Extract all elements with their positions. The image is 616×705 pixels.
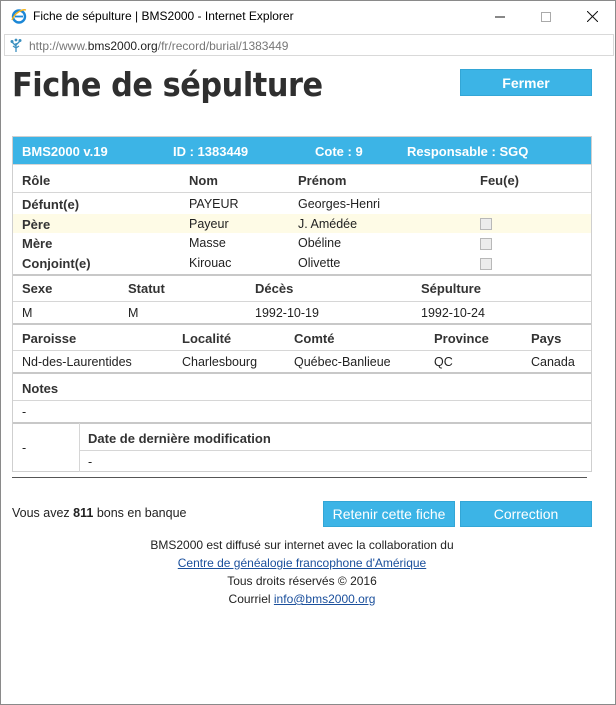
prenom-defunt: Georges-Henri: [298, 197, 380, 211]
sepulture-value: 1992-10-24: [421, 306, 485, 320]
retain-record-button[interactable]: Retenir cette fiche: [323, 501, 455, 527]
title-bar: [1, 1, 615, 32]
footer-contact: Courriel info@bms2000.org: [228, 592, 376, 606]
close-icon: [587, 11, 598, 22]
col-header-comte: Comté: [294, 331, 335, 346]
internet-explorer-icon: [11, 8, 27, 24]
site-icon: [8, 37, 24, 53]
col-header-localite: Localité: [182, 331, 232, 346]
address-url: http://www.bms2000.org/fr/record/burial/1383449: [29, 39, 289, 53]
footer-credit: BMS2000 est diffusé sur internet avec la collaboration du: [150, 538, 454, 552]
col-header-pays: Pays: [531, 331, 562, 346]
statut-value: M: [128, 306, 139, 320]
extra-value: -: [22, 441, 27, 455]
nom-conjoint: Kirouac: [189, 256, 232, 270]
col-header-paroisse: Paroisse: [22, 331, 77, 346]
comte-value: Québec-Banlieue: [294, 355, 391, 369]
footer-copyright: Tous droits réservés © 2016: [227, 574, 377, 588]
feu-checkbox-pere: [480, 218, 492, 230]
minimize-button[interactable]: [477, 1, 523, 32]
divider: [12, 477, 587, 478]
maximize-button[interactable]: [523, 1, 569, 32]
col-header-role: Rôle: [22, 173, 51, 188]
pays-value: Canada: [531, 355, 575, 369]
feu-checkbox-mere: [480, 238, 492, 250]
address-bar[interactable]: [4, 34, 614, 56]
paroisse-value: Nd-des-Laurentides: [22, 355, 132, 369]
partner-link[interactable]: Centre de généalogie francophone d'Amérique: [177, 556, 427, 570]
nom-pere: Payeur: [189, 217, 229, 231]
col-header-sepulture: Sépulture: [421, 281, 481, 296]
maximize-icon: [541, 12, 551, 22]
window-title: Fiche de sépulture | BMS2000 - Internet Explorer: [33, 9, 294, 23]
bons-count: 811: [73, 506, 94, 520]
role-mere: Mère: [22, 236, 53, 251]
col-header-nom: Nom: [189, 173, 218, 188]
record-cote: Cote : 9: [315, 144, 363, 159]
col-header-sexe: Sexe: [22, 281, 53, 296]
feu-checkbox-conjoint: [480, 258, 492, 270]
modif-label: Date de dernière modification: [88, 431, 271, 446]
record-card: [12, 136, 592, 472]
correction-button[interactable]: Correction: [460, 501, 592, 527]
col-header-deces: Décès: [255, 281, 294, 296]
localite-value: Charlesbourg: [182, 355, 258, 369]
role-defunt: Défunt(e): [22, 197, 80, 212]
prenom-conjoint: Olivette: [298, 256, 341, 270]
col-header-prenom: Prénom: [298, 173, 347, 188]
email-link[interactable]: info@bms2000.org: [273, 592, 376, 606]
notes-value: -: [22, 405, 27, 419]
record-header: [13, 137, 591, 164]
role-conjoint: Conjoint(e): [22, 256, 91, 271]
col-header-statut: Statut: [128, 281, 165, 296]
province-value: QC: [434, 355, 453, 369]
nom-mere: Masse: [189, 236, 226, 250]
account-bons: Vous avez 811 bons en banque: [12, 506, 187, 520]
col-header-feu: Feu(e): [480, 173, 519, 188]
page-title: Fiche de sépulture: [12, 65, 323, 104]
record-id: ID : 1383449: [173, 144, 249, 159]
close-window-button[interactable]: [569, 1, 615, 32]
col-header-province: Province: [434, 331, 489, 346]
notes-label: Notes: [22, 381, 59, 396]
sexe-value: M: [22, 306, 33, 320]
role-pere: Père: [22, 217, 51, 232]
prenom-pere: J. Amédée: [298, 217, 358, 231]
deces-value: 1992-10-19: [255, 306, 319, 320]
prenom-mere: Obéline: [298, 236, 342, 250]
modif-value: -: [88, 455, 93, 469]
record-responsable: Responsable : SGQ: [407, 144, 529, 159]
minimize-icon: [495, 12, 505, 22]
close-button[interactable]: Fermer: [460, 69, 592, 96]
nom-defunt: PAYEUR: [189, 197, 239, 211]
record-version: BMS2000 v.19: [22, 144, 108, 159]
